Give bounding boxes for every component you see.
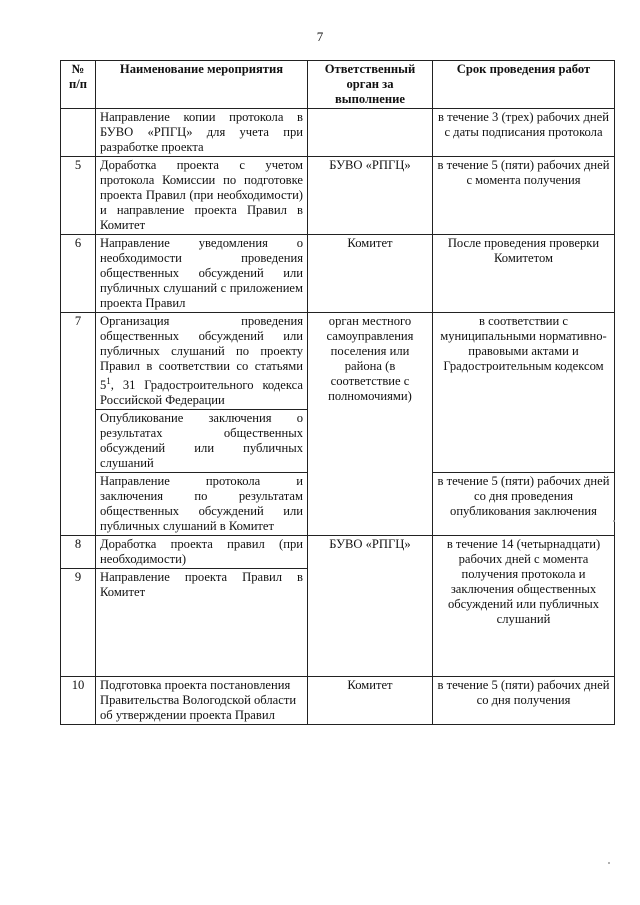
scan-speck: [608, 862, 610, 864]
row-responsible-cell: БУВО «РПГЦ»: [308, 536, 433, 677]
row-term-cell: в течение 5 (пяти) рабочих дней с момента получения: [433, 157, 615, 235]
row-name-cell: [96, 313, 308, 410]
row-num-cell: 5: [61, 157, 96, 235]
row-responsible-cell: БУВО «РПГЦ»: [308, 157, 433, 235]
header-term: Срок проведения работ: [433, 61, 615, 109]
row-num-cell: [61, 109, 96, 157]
row-num-cell: 9: [61, 569, 96, 677]
table-header-row: [61, 61, 615, 109]
row-term-cell: в течение 3 (трех) рабочих дней с даты подписания протокола: [433, 109, 615, 157]
row-name-cell: Доработка проекта с учетом протокола Комиссии по подготовке проекта Правил (при необходимости) и направление проекта Правил в Комитет: [96, 157, 308, 235]
row-name-cell: Подготовка проекта постановления Правительства Вологодской области об утверждении проекта Правил: [96, 677, 308, 725]
row-name-cell: Доработка проекта правил (при необходимости): [96, 536, 308, 569]
events-table: [60, 60, 615, 725]
article-superscript: 1: [106, 376, 111, 386]
row-num-cell: 10: [61, 677, 96, 725]
row-name-cell: Опубликование заключения о результатах общественных обсуждений или публичных слушаний: [96, 410, 308, 473]
row-term-cell: После проведения проверки Комитетом: [433, 235, 615, 313]
row-name-cell: Направление уведомления о необходимости проведения общественных обсуждений или публичных слушаний с приложением проекта Правил: [96, 235, 308, 313]
table-row: [61, 235, 615, 313]
row-name-cell: Направление протокола и заключения по результатам общественных обсуждений или публичных слушаний в Комитет: [96, 473, 308, 536]
table-row: [61, 157, 615, 235]
row-term-cell: в течение 5 (пяти) рабочих дней со дня проведения опубликования заключения: [433, 473, 615, 536]
header-responsible: Ответственный орган за выполнение: [308, 61, 433, 109]
table-row: [61, 677, 615, 725]
row-num-cell: 7: [61, 313, 96, 536]
page-number: 7: [316, 29, 324, 44]
header-name: Наименование мероприятия: [96, 61, 308, 109]
row-name-text-tail: , 31 Градостроительного кодекса Российской Федерации: [100, 378, 303, 408]
row-term-cell: в соответствии с муниципальными нормативно-правовыми актами и Градостроительным кодексом: [433, 313, 615, 473]
table-row: [61, 313, 615, 410]
row-responsible-cell: Комитет: [308, 235, 433, 313]
row-responsible-cell: [308, 109, 433, 157]
row-name-text: Организация проведения общественных обсуждений или публичных слушаний по проекту Правил в соответствии со статьями 5: [100, 314, 303, 393]
row-term-cell: в течение 14 (четырнадцати) рабочих дней с момента получения протокола и заключения общественных обсуждений или публичных слушаний: [433, 536, 615, 677]
header-num: № п/п: [61, 61, 96, 109]
row-name-cell: Направление копии протокола в БУВО «РПГЦ» для учета при разработке проекта: [96, 109, 308, 157]
table-row: [61, 109, 615, 157]
row-term-cell: в течение 5 (пяти) рабочих дней со дня получения: [433, 677, 615, 725]
row-responsible-cell: Комитет: [308, 677, 433, 725]
row-num-cell: 8: [61, 536, 96, 569]
scan-speck: [613, 520, 615, 522]
table-row: [61, 536, 615, 569]
row-num-cell: 6: [61, 235, 96, 313]
row-name-cell: Направление проекта Правил в Комитет: [96, 569, 308, 677]
row-responsible-cell: орган местного самоуправления поселения или района (в соответствие с полномочиями): [308, 313, 433, 536]
